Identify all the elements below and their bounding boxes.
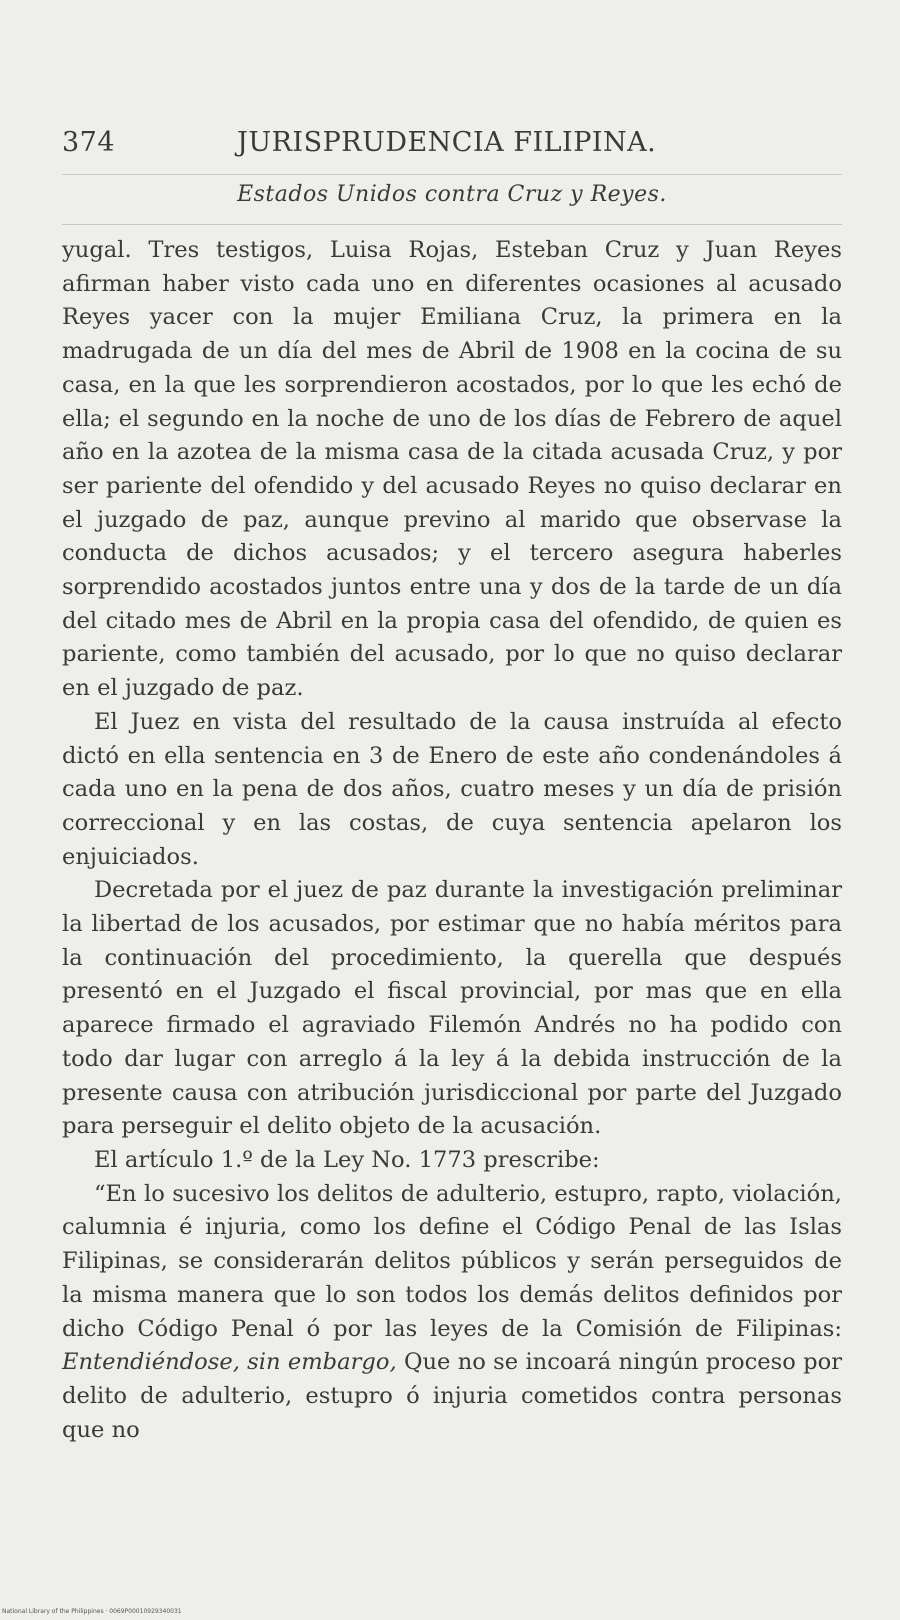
paragraph-law-intro: El artículo 1.º de la Ley No. 1773 prescribe: <box>94 1146 600 1173</box>
paragraph-complaint: Decretada por el juez de paz durante la investigación preliminar la libertad de los acusados, por estimar que no había méritos para la continuación del procedimiento, la querella que después presentó en el Juzgado el fiscal provincial, por mas que en ella aparece firmado el agraviado Filemón Andrés no ha podido con todo dar lugar con arreglo á la ley á la debida instrucción de la presente causa con atribución jurisdiccional por parte del Juzgado para perseguir el delito objeto de la acusación. <box>62 877 842 1140</box>
header-rule-bottom <box>62 224 842 225</box>
scan-footer-label: National Library of the Philippines · 0069P00010929340031 <box>2 1608 182 1615</box>
paragraph-testimony: yugal. Tres testigos, Luisa Rojas, Esteban Cruz y Juan Reyes afirman haber visto cada uno en diferentes ocasiones al acusado Reyes yacer con la mujer Emiliana Cruz, la primera en la madrugada de un día del mes de Abril de 1908 en la cocina de su casa, en la que les sorprendieron acostados, por lo que les echó de ella; el segundo en la noche de uno de los días de Febrero de aquel año en la azotea de la misma casa de la citada acusada Cruz, y por ser pariente del ofendido y del acusado Reyes no quiso declarar en el juzgado de paz, aunque previno al marido que observase la conducta de dichos acusados; y el tercero asegura haberles sorprendido acostados juntos entre una y dos de la tarde de un día del citado mes de Abril en la propia casa del ofendido, de quien es pariente, como también del acusado, por lo que no quiso declarar en el juzgado de paz. <box>62 237 842 702</box>
paragraph-law-quote <box>62 1178 842 1448</box>
header-rule-top <box>62 174 842 175</box>
body-text <box>62 234 842 1447</box>
case-title: Estados Unidos contra Cruz y Reyes. <box>237 182 667 207</box>
journal-title: JURISPRUDENCIA FILIPINA. <box>237 127 657 158</box>
page-number: 374 <box>62 127 116 158</box>
law-quote-italic-text: Entendiéndose, sin embargo, <box>62 1349 397 1376</box>
law-quote-text-end: Que no se incoará ningún proceso por delito de adulterio, estupro ó injuria cometidos contra personas que no <box>62 1349 842 1443</box>
paragraph-sentence: El Juez en vista del resultado de la causa instruída al efecto dictó en ella sentencia en 3 de Enero de este año condenándoles á cada uno en la pena de dos años, cuatro meses y un día de prisión correccional y en las costas, de cuya sentencia apelaron los enjuiciados. <box>62 708 842 870</box>
running-head <box>62 127 842 167</box>
law-quote-text-start: “En lo sucesivo los delitos de adulterio, estupro, rapto, violación, calumnia é injuria, como los define el Código Penal de las Islas Filipinas, se considerarán delitos públicos y serán perseguidos de la misma manera que lo son todos los demás delitos definidos por dicho Código Penal ó por las leyes de la Comisión de Filipinas: <box>62 1180 842 1342</box>
